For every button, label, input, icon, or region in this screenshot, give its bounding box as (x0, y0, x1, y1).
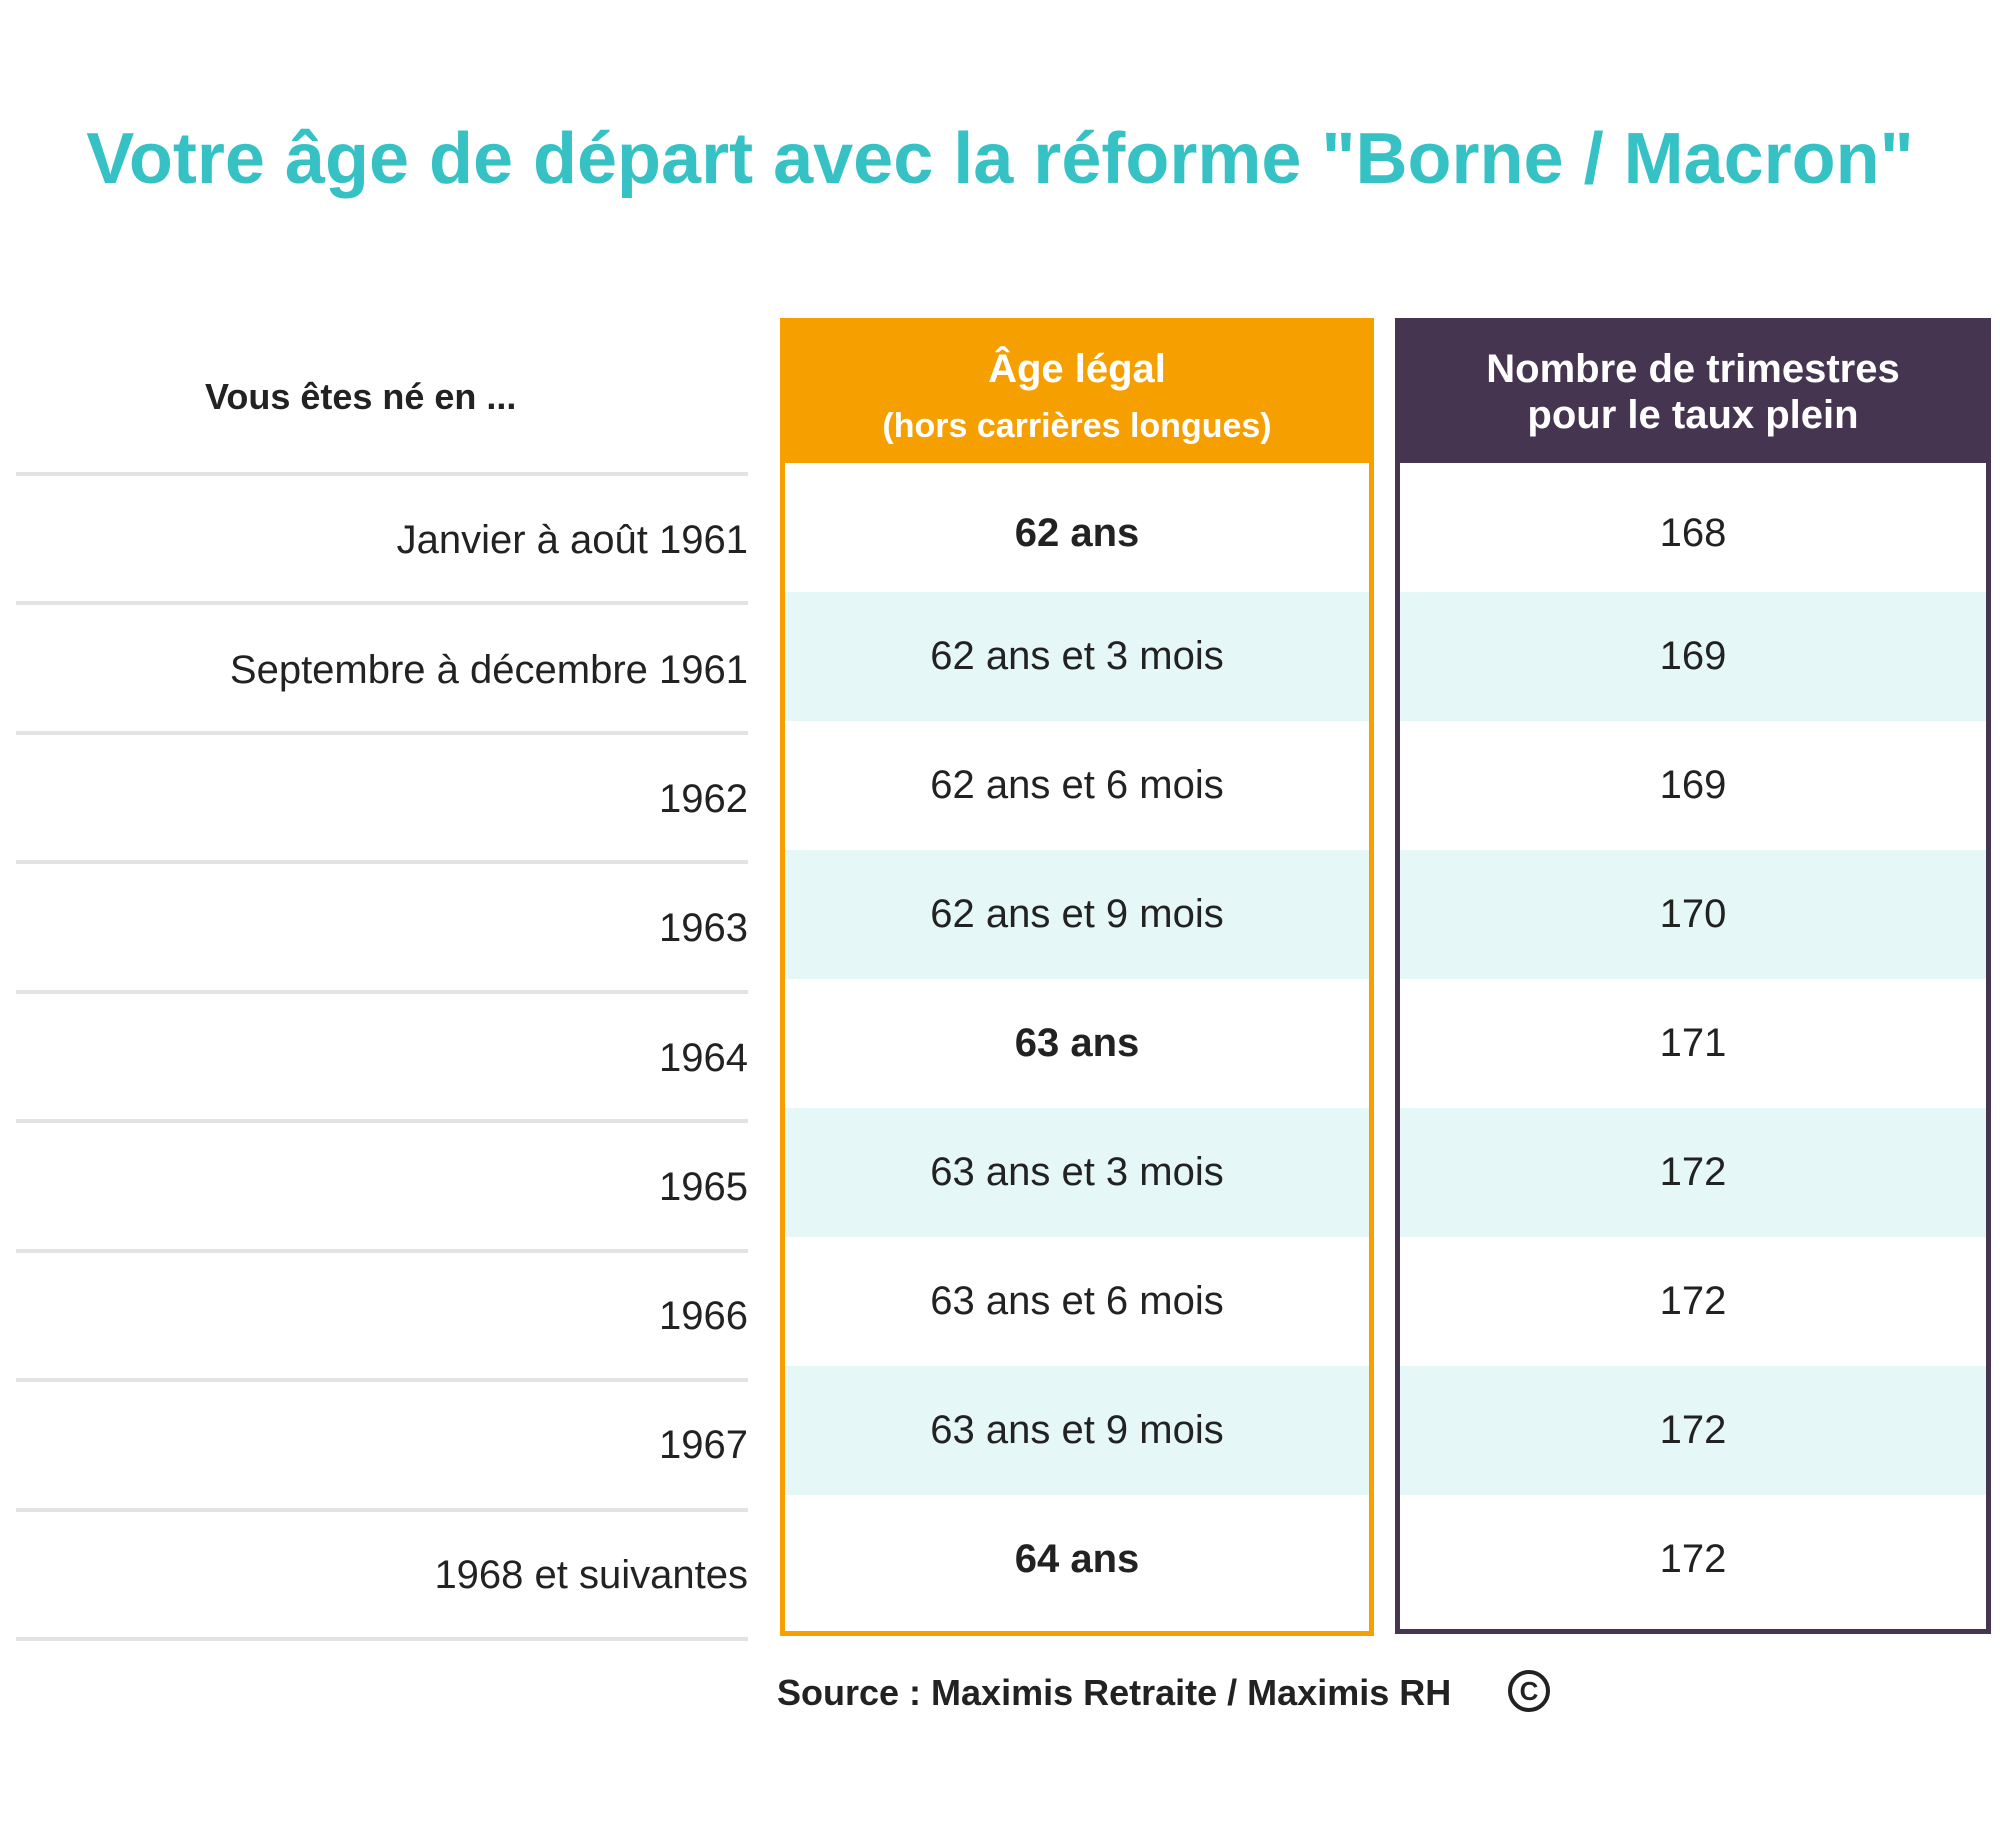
table-row (1400, 592, 1986, 721)
table-row (785, 592, 1369, 721)
row-divider (16, 601, 748, 605)
quarters-title-line1: Nombre de trimestres (1486, 347, 1900, 391)
quarters-value: 171 (1659, 1021, 1727, 1065)
legal-age-value: 62 ans et 6 mois (930, 763, 1224, 807)
born-label: 1963 (659, 906, 748, 950)
quarters-value: 172 (1659, 1150, 1727, 1194)
legal-age-value: 62 ans et 9 mois (930, 892, 1224, 936)
row-divider (16, 860, 748, 864)
quarters-value: 172 (1659, 1279, 1727, 1323)
table-row (785, 1495, 1369, 1624)
born-label: Janvier à août 1961 (396, 518, 748, 562)
born-label: 1965 (659, 1165, 748, 1209)
legal-age-value: 63 ans et 9 mois (930, 1408, 1224, 1452)
row-divider (16, 990, 748, 994)
legal-age-title: Âge légal (988, 347, 1166, 391)
born-label: 1964 (659, 1036, 748, 1080)
copyright-icon: C (1508, 1670, 1550, 1712)
legal-age-header (785, 323, 1369, 463)
page-title: Votre âge de départ avec la réforme "Borne / Macron" (86, 119, 1914, 199)
table-row (1400, 850, 1986, 979)
table-row (1400, 463, 1986, 592)
row-divider (16, 472, 748, 476)
table-row (785, 1108, 1369, 1237)
source-credit: Source : Maximis Retraite / Maximis RH (777, 1672, 1452, 1713)
table-row (1400, 1495, 1986, 1624)
legal-age-value: 62 ans (1014, 511, 1140, 555)
legal-age-value: 63 ans et 6 mois (930, 1279, 1224, 1323)
legal-age-column (780, 318, 1374, 1636)
table-row (1400, 1108, 1986, 1237)
table-row (785, 850, 1369, 979)
table-row (785, 463, 1369, 592)
quarters-column (1395, 318, 1991, 1634)
quarters-value: 170 (1659, 892, 1727, 936)
row-divider (16, 1637, 748, 1641)
quarters-value: 172 (1659, 1537, 1727, 1581)
born-label: 1966 (659, 1294, 748, 1338)
legal-age-value: 63 ans (1014, 1021, 1140, 1065)
table-row (1400, 1366, 1986, 1495)
table-row (785, 1237, 1369, 1366)
quarters-value: 169 (1659, 634, 1727, 678)
row-divider (16, 731, 748, 735)
table-row (785, 1366, 1369, 1495)
row-divider (16, 1508, 748, 1512)
row-divider (16, 1119, 748, 1123)
table-row (1400, 721, 1986, 850)
quarters-header (1400, 323, 1986, 463)
legal-age-value: 63 ans et 3 mois (930, 1150, 1224, 1194)
born-label: 1967 (659, 1423, 748, 1467)
legal-age-value: 62 ans et 3 mois (930, 634, 1224, 678)
legal-age-subtitle: (hors carrières longues) (882, 407, 1272, 445)
quarters-value: 172 (1659, 1408, 1727, 1452)
born-label: 1962 (659, 777, 748, 821)
table-row (1400, 979, 1986, 1108)
table-row (1400, 1237, 1986, 1366)
table-row (785, 979, 1369, 1108)
row-divider (16, 1378, 748, 1382)
quarters-title-line2: pour le taux plein (1527, 393, 1859, 437)
born-label: 1968 et suivantes (434, 1553, 748, 1597)
quarters-value: 168 (1659, 511, 1727, 555)
born-label: Septembre à décembre 1961 (229, 648, 748, 692)
legal-age-value: 64 ans (1014, 1537, 1140, 1581)
quarters-value: 169 (1659, 763, 1727, 807)
row-divider (16, 1249, 748, 1253)
table-row (785, 721, 1369, 850)
born-column-header: Vous êtes né en ... (205, 376, 517, 417)
